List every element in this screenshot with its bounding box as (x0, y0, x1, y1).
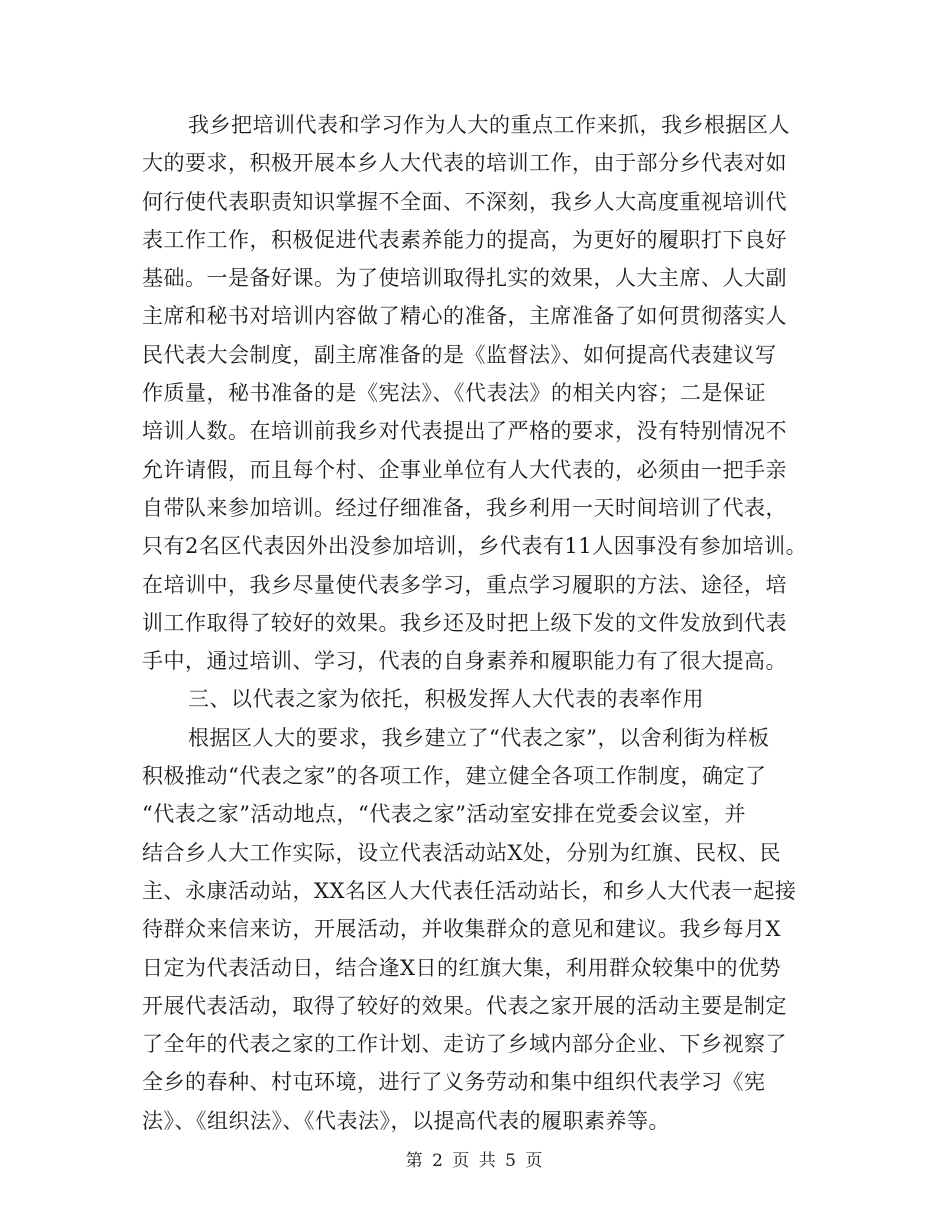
paragraph-line: 在培训中，我乡尽量使代表多学习，重点学习履职的方法、途径，培 (142, 572, 787, 597)
paragraph-line: 只有2名区代表因外出没参加培训，乡代表有11人因事没有参加培训。 (142, 534, 808, 559)
paragraph-line: 允许请假，而且每个村、企事业单位有人大代表的，必须由一把手亲 (142, 457, 787, 482)
paragraph-line: 积极推动“代表之家”的各项工作，建立健全各项工作制度，确定了 (142, 764, 767, 789)
paragraph-line: 开展代表活动，取得了较好的效果。代表之家开展的活动主要是制定 (142, 993, 787, 1018)
section-heading: 三、以代表之家为依托，积极发挥人大代表的表率作用 (188, 687, 704, 712)
paragraph-line: 待群众来信来访，开展活动，并收集群众的意见和建议。我乡每月X (142, 917, 781, 942)
paragraph-line: “代表之家”活动地点，“代表之家”活动室安排在党委会议室，并 (142, 802, 746, 827)
paragraph-line: 训工作取得了较好的效果。我乡还及时把上级下发的文件发放到代表 (142, 610, 787, 635)
paragraph-line: 主席和秘书对培训内容做了精心的准备，主席准备了如何贯彻落实人 (142, 304, 787, 329)
paragraph-line: 表工作工作，积极促进代表素养能力的提高，为更好的履职打下良好 (142, 227, 787, 252)
paragraph-line: 结合乡人大工作实际，设立代表活动站X处，分别为红旗、民权、民 (142, 840, 781, 865)
paragraph-line: 全乡的春种、村屯环境，进行了义务劳动和集中组织代表学习《宪 (142, 1070, 766, 1095)
paragraph-line: 作质量，秘书准备的是《宪法》、《代表法》的相关内容；二是保证 (142, 381, 766, 406)
document-body (142, 106, 822, 1140)
paragraph-line: 自带队来参加培训。经过仔细准备，我乡利用一天时间培训了代表， (142, 495, 787, 520)
paragraph-line: 根据区人大的要求，我乡建立了“代表之家”，以舍利街为样板 (188, 725, 770, 750)
paragraph-line: 了全年的代表之家的工作计划、走访了乡域内部分企业、下乡视察了 (142, 1032, 787, 1057)
paragraph-line: 我乡把培训代表和学习作为人大的重点工作来抓，我乡根据区人 (188, 113, 790, 137)
paragraph-line: 何行使代表职责知识掌握不全面、不深刻，我乡人大高度重视培训代 (142, 189, 787, 214)
paragraph-line: 主、永康活动站，XX名区人大代表任活动站长，和乡人大代表一起接 (142, 878, 797, 903)
page-number-footer: 第 2 页 共 5 页 (405, 1151, 545, 1171)
paragraph-line: 大的要求，积极开展本乡人大代表的培训工作，由于部分乡代表对如 (142, 151, 787, 176)
paragraph-line: 手中，通过培训、学习，代表的自身素养和履职能力有了很大提高。 (142, 649, 787, 674)
paragraph-line: 培训人数。在培训前我乡对代表提出了严格的要求，没有特别情况不 (142, 419, 787, 444)
paragraph-line: 日定为代表活动日，结合逢X日的红旗大集，利用群众较集中的优势 (142, 955, 781, 980)
paragraph-line: 法》、《组织法》、《代表法》，以提高代表的履职素养等。 (142, 1108, 670, 1133)
paragraph-line: 基础。一是备好课。为了使培训取得扎实的效果，人大主席、人大副 (142, 266, 787, 291)
paragraph-line: 民代表大会制度，副主席准备的是《监督法》、如何提高代表建议写 (142, 342, 777, 367)
